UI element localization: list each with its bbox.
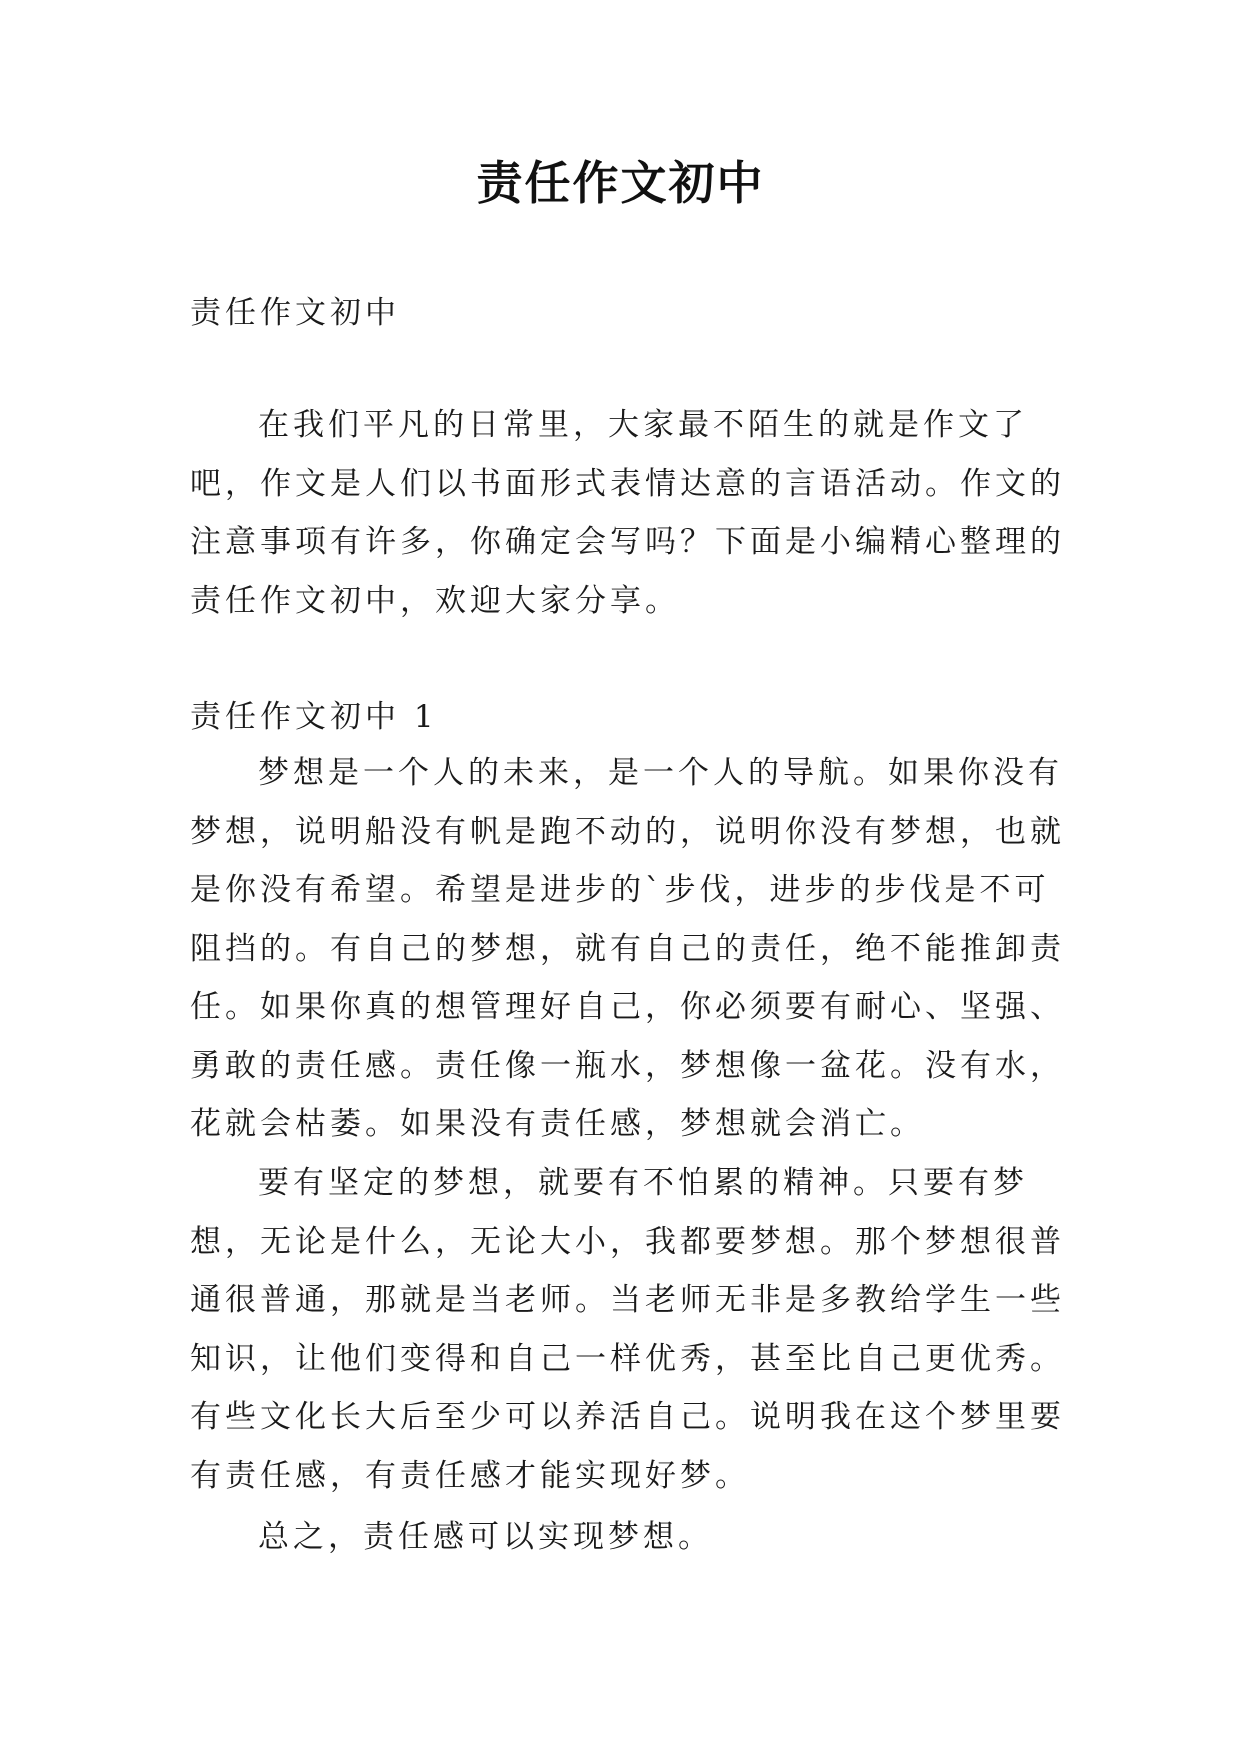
document-subtitle: 责任作文初中 xyxy=(190,295,400,331)
body-paragraph-2: 要有坚定的梦想，就要有不怕累的精神。只要有梦想，无论是什么，无论大小，我都要梦想。那个梦想很普通很普通，那就是当老师。当老师无非是多教给学生一些知识，让他们变得和自己一样优秀，甚至比自己更优秀。有些文化长大后至少可以养活自己。说明我在这个梦里要有责任感，有责任感才能实现好梦。 xyxy=(190,1165,1065,1494)
intro-paragraph: 在我们平凡的日常里，大家最不陌生的就是作文了吧，作文是人们以书面形式表情达意的言语活动。作文的注意事项有许多，你确定会写吗？下面是小编精心整理的责任作文初中，欢迎大家分享。 xyxy=(190,407,1065,619)
body-paragraph-3: 总之，责任感可以实现梦想。 xyxy=(258,1519,713,1555)
body-paragraph-1: 梦想是一个人的未来，是一个人的导航。如果你没有梦想，说明船没有帆是跑不动的，说明你没有梦想，也就是你没有希望。希望是进步的`步伐，进步的步伐是不可阻挡的。有自己的梦想，就有自己的责任，绝不能推卸责任。如果你真的想管理好自己，你必须要有耐心、坚强、勇敢的责任感。责任像一瓶水，梦想像一盆花。没有水，花就会枯萎。如果没有责任感，梦想就会消亡。 xyxy=(190,755,1065,1142)
section-heading: 责任作文初中 1 xyxy=(190,699,438,735)
document-title: 责任作文初中 xyxy=(476,156,765,210)
